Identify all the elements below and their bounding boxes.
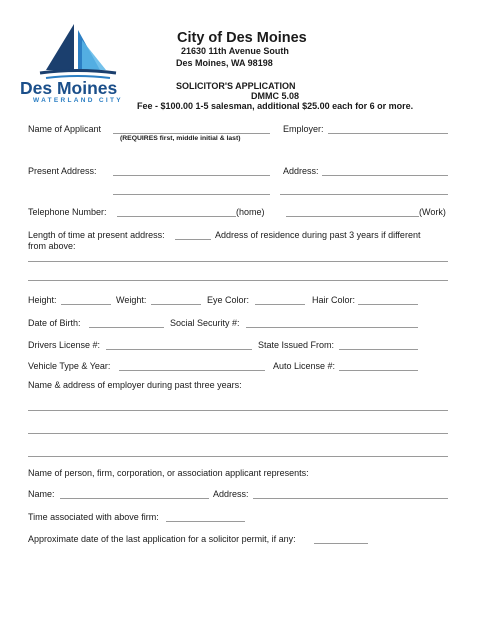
ssn-label: Social Security #: <box>170 318 240 328</box>
fee-line: Fee - $100.00 1-5 salesman, additional $25.00 each for 6 or more. <box>137 101 414 111</box>
work-label: (Work) <box>419 207 446 217</box>
rep-name-line[interactable] <box>60 498 209 499</box>
hair-color-label: Hair Color: <box>312 295 356 305</box>
employer-past-label: Name & address of employer during past three years: <box>28 380 242 390</box>
address-line-1: 21630 11th Avenue South <box>181 46 289 56</box>
vehicle-label: Vehicle Type & Year: <box>28 361 111 371</box>
present-address-line[interactable] <box>113 175 270 176</box>
state-issued-line[interactable] <box>339 349 418 350</box>
ssn-line[interactable] <box>246 327 418 328</box>
present-address-label: Present Address: <box>28 166 97 176</box>
state-issued-label: State Issued From: <box>258 340 335 350</box>
city-title: City of Des Moines <box>177 30 307 46</box>
weight-line[interactable] <box>151 304 201 305</box>
dob-label: Date of Birth: <box>28 318 81 328</box>
employer-line[interactable] <box>328 133 448 134</box>
telephone-label: Telephone Number: <box>28 207 107 217</box>
form-title: SOLICITOR'S APPLICATION <box>176 81 296 91</box>
drivers-license-line[interactable] <box>106 349 252 350</box>
employer-past-line-2[interactable] <box>28 433 448 434</box>
length-time-line[interactable] <box>175 239 211 240</box>
weight-label: Weight: <box>116 295 147 305</box>
time-associated-line[interactable] <box>166 521 245 522</box>
address-line[interactable] <box>322 175 448 176</box>
eye-color-line[interactable] <box>255 304 305 305</box>
residence-line-2[interactable] <box>28 280 448 281</box>
represents-label: Name of person, firm, corporation, or association applicant represents: <box>28 468 309 478</box>
drivers-license-label: Drivers License #: <box>28 340 101 350</box>
requires-note: (REQUIRES first, middle initial & last) <box>120 135 241 142</box>
last-application-label: Approximate date of the last application for a solicitor permit, if any: <box>28 534 296 544</box>
address-line-2[interactable] <box>280 194 448 195</box>
logo-tagline: WATERLAND CITY <box>33 97 123 104</box>
height-label: Height: <box>28 295 57 305</box>
home-label: (home) <box>236 207 265 217</box>
rep-address-line[interactable] <box>253 498 448 499</box>
sailboat-icon <box>32 22 122 80</box>
employer-label: Employer: <box>283 124 324 134</box>
address-line-2: Des Moines, WA 98198 <box>176 58 273 68</box>
present-address-line-2[interactable] <box>113 194 270 195</box>
eye-color-label: Eye Color: <box>207 295 250 305</box>
employer-past-line-3[interactable] <box>28 456 448 457</box>
rep-address-label: Address: <box>213 489 249 499</box>
last-application-line[interactable] <box>314 543 368 544</box>
auto-license-label: Auto License #: <box>273 361 336 371</box>
dmmc-code: DMMC 5.08 <box>251 91 300 101</box>
hair-color-line[interactable] <box>358 304 418 305</box>
length-time-label: Length of time at present address: <box>28 230 165 240</box>
dob-line[interactable] <box>89 327 164 328</box>
logo-name: Des Moines <box>20 78 118 98</box>
name-applicant-line[interactable] <box>113 133 270 134</box>
auto-license-line[interactable] <box>339 370 418 371</box>
address-label: Address: <box>283 166 319 176</box>
residence-line-1[interactable] <box>28 261 448 262</box>
employer-past-line-1[interactable] <box>28 410 448 411</box>
home-phone-line[interactable] <box>117 216 236 217</box>
rep-name-label: Name: <box>28 489 55 499</box>
residence-past-label: Address of residence during past 3 years if different <box>215 230 421 240</box>
vehicle-line[interactable] <box>119 370 265 371</box>
time-associated-label: Time associated with above firm: <box>28 512 159 522</box>
work-phone-line[interactable] <box>286 216 419 217</box>
height-line[interactable] <box>61 304 111 305</box>
name-applicant-label: Name of Applicant <box>28 124 102 134</box>
from-above-label: from above: <box>28 241 76 251</box>
